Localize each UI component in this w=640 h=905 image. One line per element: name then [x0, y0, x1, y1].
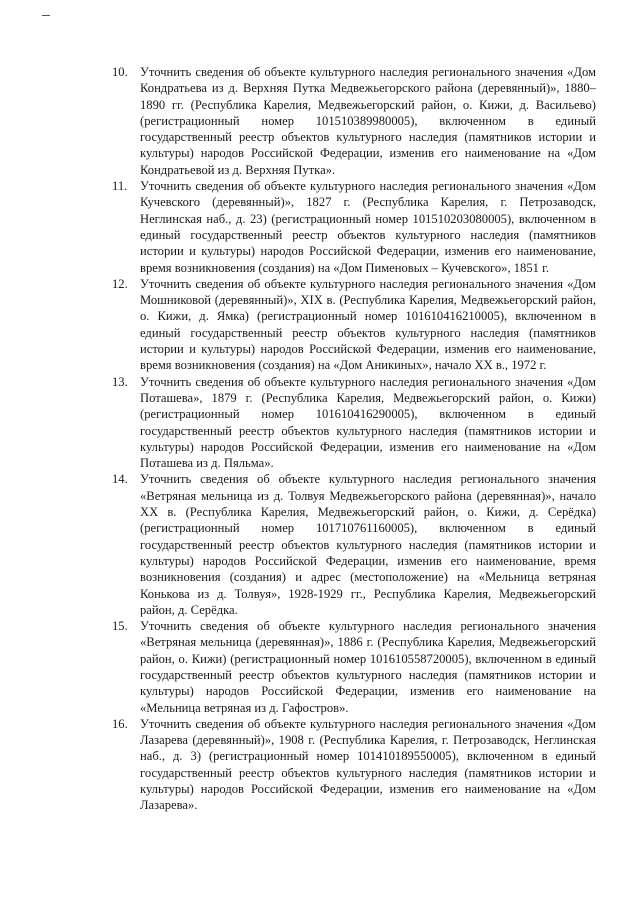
- item-text: Уточнить сведения об объекте культурного наследия регионального значения «Дом Поташева», 1879 г. (Республика Карелия, Медвежьегорский район, о. Кижи) (регистрационный номер 101610416290005), включенном в единый государственный реестр объектов культурного наследия (памятников истории и культуры) народов Российской Федерации, изменив его наименование на «Дом Поташева из д. Пяльма».: [140, 374, 596, 471]
- item-text: Уточнить сведения об объекте культурного наследия регионального значения «Дом Лазарева (деревянный)», 1908 г. (Республика Карелия, г. Петрозаводск, Неглинская наб., д. 3) (регистрационный номер 101410189550005), включенном в единый государственный реестр объектов культурного наследия (памятников истории и культуры) народов Российской Федерации, изменив его наименование на «Дом Лазарева».: [140, 716, 596, 813]
- item-number: 13.: [112, 374, 128, 389]
- list-item: [112, 618, 596, 716]
- item-text: Уточнить сведения об объекте культурного наследия регионального значения «Ветряная мельница (деревянная)», 1886 г. (Республика Карелия, Медвежьегорский район, о. Кижи) (регистрационный номер 101610558720005), включенном в единый государственный реестр объектов культурного наследия (памятников истории и культуры) народов Российской Федерации, изменив его наименование на «Мельница ветряная из д. Гафостров».: [140, 619, 596, 715]
- scan-mark: [42, 15, 50, 16]
- list-item: [112, 471, 596, 618]
- item-number: 12.: [112, 276, 128, 291]
- item-text: Уточнить сведения об объекте культурного наследия регионального значения «Ветряная мельница из д. Толвуя Медвежьегорского района (деревянная)», начало XX в. (Республика Карелия, Медвежьегорский район, о. Кижи, д. Серёдка) (регистрационный номер 101710761160005), включенном в единый государственный реестр объектов культурного наследия (памятников истории и культуры) народов Российской Федерации, изменив его наименование, время возникновения (создания) и адрес (местоположение) на «Мельница ветряная Конькова из д. Толвуя», 1928-1929 гг., Республика Карелия, Медвежьегорский район, д. Серёдка.: [140, 472, 596, 617]
- list-item: [112, 64, 596, 178]
- list-item: [112, 276, 596, 374]
- list-item: [112, 716, 596, 814]
- list-item: [112, 374, 596, 472]
- list-item: [112, 178, 596, 276]
- item-number: 14.: [112, 472, 128, 487]
- item-number: 15.: [112, 619, 128, 634]
- item-text: Уточнить сведения об объекте культурного наследия регионального значения «Дом Кучевского (деревянный)», 1827 г. (Республика Карелия, г. Петрозаводск, Неглинская наб., д. 23) (регистрационный номер 101510203080005), включенном в единый государственный реестр объектов культурного наследия (памятников истории и культуры) народов Российской Федерации, изменив его наименование, время возникновения (создания) на «Дом Пименовых – Кучевского», 1851 г.: [140, 179, 596, 275]
- item-number: 10.: [112, 65, 128, 79]
- item-number: 11.: [112, 179, 128, 194]
- item-text: Уточнить сведения об объекте культурного наследия регионального значения «Дом Мошниковой (деревянный)», XIX в. (Республика Карелия, Медвежьегорский район, о. Кижи, д. Ямка) (регистрационный номер 101610416210005), включенном в единый государственный реестр объектов культурного наследия (памятников истории и культуры) народов Российской Федерации, изменив его наименование, время возникновения (создания) на «Дом Аникиных», начало XX в., 1972 г.: [140, 276, 596, 373]
- item-number: 16.: [112, 716, 128, 731]
- decree-items-list: [112, 64, 596, 814]
- item-text: Уточнить сведения об объекте культурного наследия регионального значения «Дом Кондратьева из д. Верхняя Путка Медвежьегорского района (деревянный)», 1880–1890 гг. (Республика Карелия, Медвежьегорский район, о. Кижи, д. Васильево) (регистрационный номер 101510389980005), включенном в единый государственный реестр объектов культурного наследия (памятников истории и культуры) народов Российской Федерации, изменив его наименование на «Дом Кондратьевой из д. Верхняя Путка».: [140, 65, 596, 177]
